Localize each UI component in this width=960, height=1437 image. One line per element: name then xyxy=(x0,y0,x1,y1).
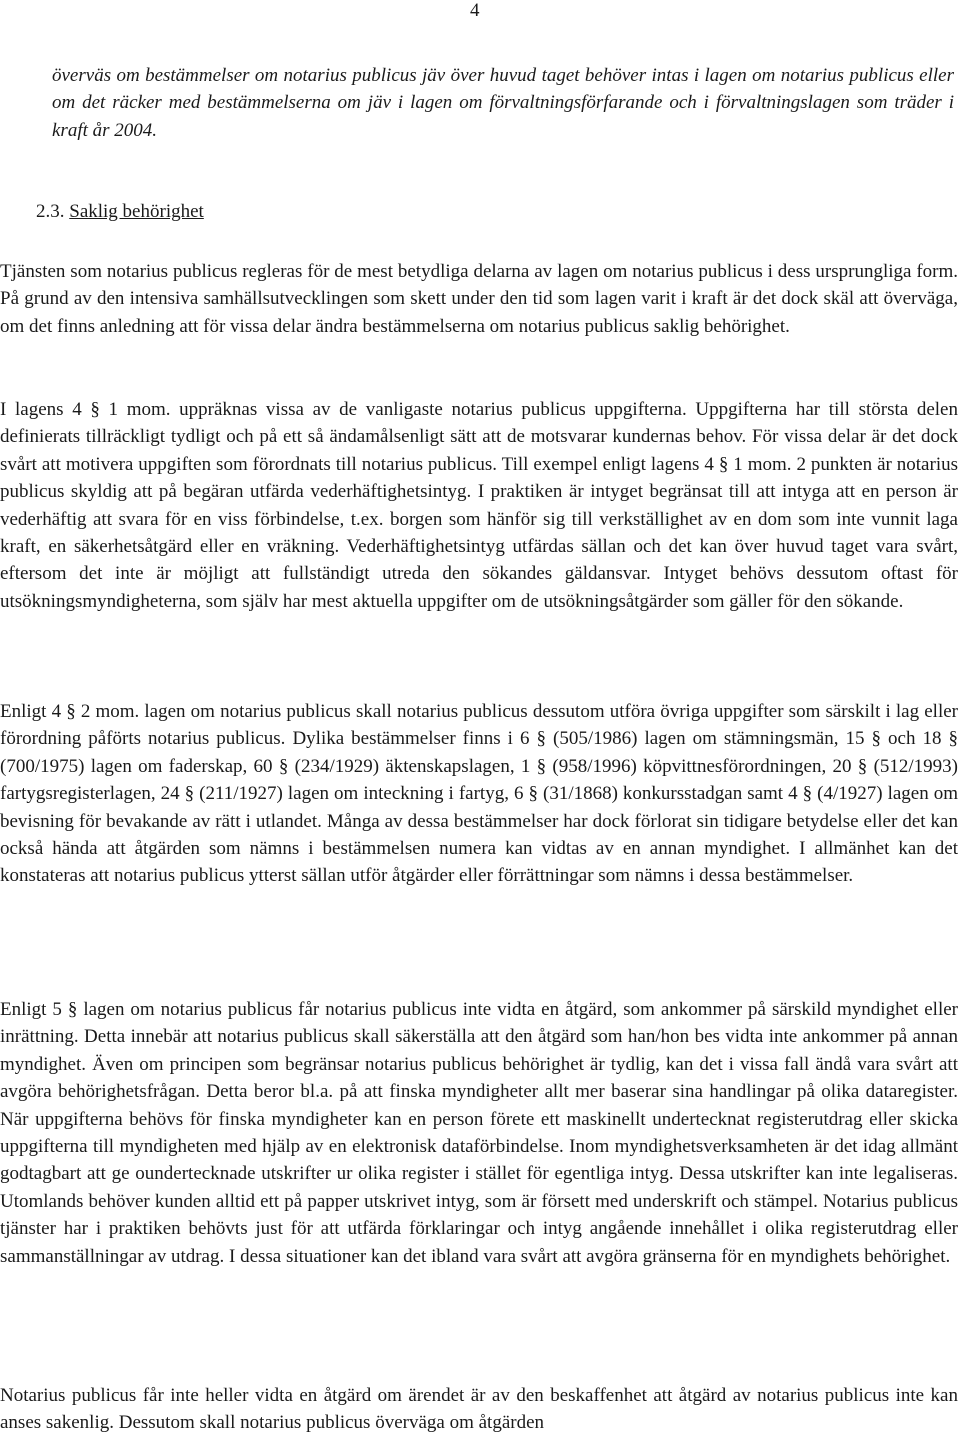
body-paragraph: Notarius publicus får inte heller vidta en åtgärd om ärendet är av den beskaffenhet att åtgärd av notarius publicus inte kan anses sakenlig. Dessutom skall notarius publicus överväga om åtgärden xyxy=(0,1385,958,1434)
intro-block xyxy=(0,62,958,144)
body-paragraph: Tjänsten som notarius publicus regleras för de mest betydliga delarna av lagen om notarius publicus i dess ursprungliga form. På grund av den intensiva samhällsutvecklingen som skett under den tid som lagen varit i kraft är det dock skäl att överväga, om det finns anledning att för vissa delar ändra bestämmelserna om notarius publicus saklig behörighet. xyxy=(0,261,958,337)
body-paragraph-5-block xyxy=(0,1382,958,1437)
body-paragraph-1-block xyxy=(0,258,958,340)
body-paragraph-4-block xyxy=(0,996,958,1270)
page-number: 4 xyxy=(470,0,480,21)
body-paragraph-3-block xyxy=(0,698,958,890)
body-paragraph-2-block xyxy=(0,396,958,615)
body-paragraph: Enligt 4 § 2 mom. lagen om notarius publicus skall notarius publicus dessutom utföra övriga uppgifter som särskilt i lag eller förordning påförts notarius publicus. Dylika bestämmelser finns i 6 § (505/1986) lagen om stämningsmän, 15 § och 18 § (700/1975) lagen om faderskap, 60 § (234/1929) äktenskapslagen, 1 § (958/1996) köpvittnesförordningen, 20 § (512/1993) fartygsregisterlagen, 24 § (211/1927) lagen om inteckning i fartyg, 6 § (31/1868) konkursstadgan samt 4 § (4/1927) lagen om bevisning för bevakande av rätt i utlandet. Många av dessa bestämmelser har dock förlorat sin tidigare betydelse eller det kan också hända att åtgärden som nämns i bestämmelsen numera kan vidtas av en annan myndighet. I allmänhet kan det konstateras att notarius publicus ytterst sällan utför åtgärder eller förrättningar som nämns i dessa bestämmelser. xyxy=(0,701,958,887)
section-heading xyxy=(36,198,204,225)
section-title: Saklig behörighet xyxy=(69,201,204,222)
intro-paragraph: överväs om bestämmelser om notarius publicus jäv över huvud taget behöver intas i lagen om notarius publicus eller om det räcker med bestämmelserna om jäv i lagen om förvaltningsförfarande och i förvaltningslagen som träder i kraft år 2004. xyxy=(52,65,954,141)
body-paragraph: Enligt 5 § lagen om notarius publicus får notarius publicus inte vidta en åtgärd, som ankommer på särskild myndighet eller inrättning. Detta innebär att notarius publicus skall säkerställa att den åtgärd som han/hon bes vidta inte ankommer på annan myndighet. Även om principen som begränsar notarius publicus behörighet är tydlig, kan det i vissa fall ändå vara svårt att avgöra behörighetsfrågan. Detta beror bl.a. på att finska myndigheter allt mer baserar sina handlingar på olika dataregister. När uppgifterna behövs för finska myndigheter kan en person förete ett maskinellt undertecknat registerutdrag eller skicka uppgifterna till myndigheten med hjälp av en elektronisk dataförbindelse. Inom myndighetsverksamheten är det idag allmänt godtagbart att ge oundertecknade utskrifter ur olika register i stället för egentliga intyg. Dessa utskrifter kan inte legaliseras. Utomlands behöver kunden alltid ett på papper utskrivet intyg, som är försett med underskrift och stämpel. Notarius publicus tjänster har i praktiken behövts just för att utfärda förklaringar och intyg angående innehållet i olika registerutdrag eller sammanställningar av utdrag. I dessa situationer kan det ibland vara svårt att avgöra gränserna för en myndighets behörighet. xyxy=(0,999,958,1267)
body-paragraph: I lagens 4 § 1 mom. uppräknas vissa av de vanligaste notarius publicus uppgifterna. Uppgifterna har till största delen definierats tillräckligt tydligt och på ett så ändamålsenligt sätt att de motsvarar kundernas behov. För vissa delar är det dock svårt att motivera uppgiften som förordnats till notarius publicus. Till exempel enligt lagens 4 § 1 mom. 2 punkten är notarius publicus skyldig att på begäran utfärda vederhäftighetsintyg. I praktiken är intyget begränsat till att intyga att en person är vederhäftig att svara för en viss förbindelse, t.ex. borgen som hänför sig till verkställighet av en dom som inte vunnit laga kraft, en säkerhetsåtgärd eller en vräkning. Vederhäftighetsintyg utfärdas sällan och det kan över huvud taget vara svårt, eftersom det inte är möjligt att fullständigt utreda den sökandes gäldansvar. Intyget behövs dessutom oftast för utsökningsmyndigheterna, som själv har mest aktuella uppgifter om de utsökningsåtgärder som gäller för den sökande. xyxy=(0,399,958,612)
section-number: 2.3. xyxy=(36,201,65,222)
